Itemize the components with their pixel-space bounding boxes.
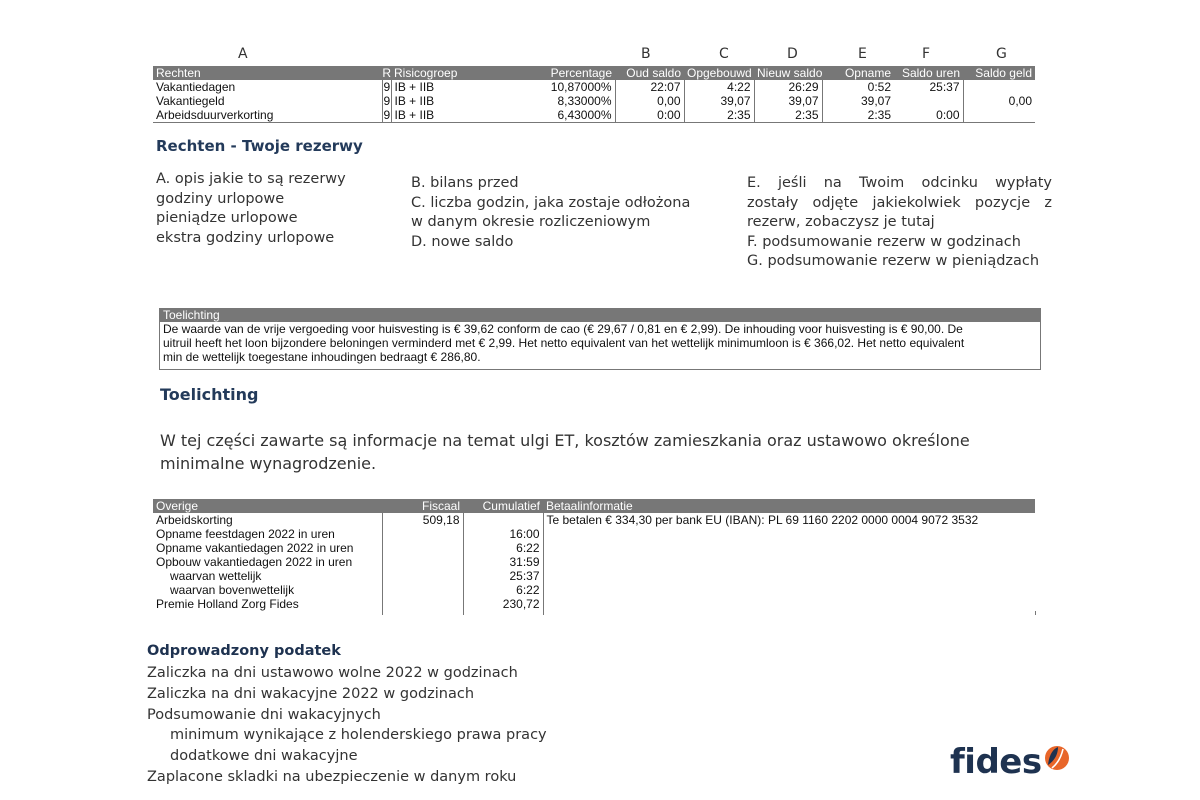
cell-nieuw-saldo: 39,07 bbox=[754, 94, 822, 108]
note-line: uitruil heeft het loon bijzondere beloningen verminderd met € 2,99. Het netto equivalent van het wettelijk minimumloon is € 366,02. Het netto equivalent bbox=[163, 336, 965, 350]
legend-line: G. podsumowanie rezerw w pieniądzach bbox=[747, 253, 1040, 270]
table-row-spacer bbox=[153, 611, 1035, 615]
summary-table bbox=[153, 499, 1036, 615]
column-letter-b: B bbox=[641, 46, 651, 62]
cell-r: 9 bbox=[383, 107, 391, 122]
cell-betaalinformatie bbox=[543, 555, 1035, 569]
cell-cumulatief: 230,72 bbox=[463, 597, 543, 611]
cell-cumulatief: 6:22 bbox=[463, 583, 543, 597]
cell-betaalinformatie bbox=[543, 527, 1035, 541]
cell-oud-saldo: 0,00 bbox=[615, 94, 684, 108]
fides-logo-mark-icon bbox=[1044, 745, 1070, 771]
column-letter-f: F bbox=[922, 46, 931, 62]
table-row bbox=[153, 583, 1035, 597]
rights-legend-col-a bbox=[156, 170, 386, 248]
cell-oud-saldo: 0:00 bbox=[615, 108, 684, 123]
legend-line: F. podsumowanie rezerw w godzinach bbox=[747, 233, 1021, 250]
cell-opname: 0:52 bbox=[822, 80, 894, 94]
header-saldo-uren: Saldo uren bbox=[894, 66, 963, 80]
cell-cumulatief: 6:22 bbox=[463, 541, 543, 555]
cell-rechten: Arbeidsduurverkorting bbox=[153, 108, 382, 123]
header-opname: Opname bbox=[822, 66, 894, 80]
cell-opname: 2:35 bbox=[822, 108, 894, 123]
cell-overige: Opbouw vakantiedagen 2022 in uren bbox=[156, 554, 353, 569]
cell-opname: 39,07 bbox=[822, 94, 894, 108]
cell-overige: Opname vakantiedagen 2022 in uren bbox=[156, 540, 354, 555]
note-line: min de wettelijk toegestane inhoudingen bedraagt € 286,80. bbox=[163, 350, 481, 364]
table-row bbox=[153, 94, 1035, 108]
cell-betaalinformatie bbox=[543, 583, 1035, 597]
header-overige: Overige bbox=[153, 499, 382, 513]
column-letter-c: C bbox=[719, 46, 729, 62]
summary-header-row bbox=[153, 499, 1035, 513]
cell-cumulatief: 16:00 bbox=[463, 527, 543, 541]
table-row bbox=[153, 108, 1035, 123]
tax-line: Podsumowanie dni wakacyjnych bbox=[147, 706, 381, 723]
explanation-text bbox=[160, 429, 970, 475]
legend-line: B. bilans przed bbox=[411, 175, 519, 191]
header-opgebouwd: Opgebouwd bbox=[684, 66, 754, 80]
header-fiscaal: Fiscaal bbox=[382, 499, 463, 513]
cell-cumulatief: 25:37 bbox=[463, 569, 543, 583]
rights-header-row bbox=[153, 66, 1035, 80]
cell-risicogroep: IB + IIB bbox=[391, 108, 543, 123]
cell-fiscaal bbox=[382, 597, 463, 611]
tax-line: Zaliczka na dni ustawowo wolne 2022 w godzinach bbox=[147, 665, 518, 681]
cell-opgebouwd: 39,07 bbox=[684, 94, 754, 108]
cell-saldo-geld: 0,00 bbox=[963, 94, 1035, 108]
header-percentage: Percentage bbox=[543, 66, 615, 80]
tax-line: dodatkowe dni wakacyjne bbox=[170, 748, 358, 765]
cell-betaalinformatie: Te betalen € 334,30 per bank EU (IBAN): PL 69 1160 2202 0000 0004 9072 3532 bbox=[543, 513, 1035, 527]
header-risicogroep: Risicogroep bbox=[391, 66, 543, 80]
cell-risicogroep: IB + IIB bbox=[391, 80, 543, 94]
cell-overige: Opname feestdagen 2022 in uren bbox=[156, 526, 335, 541]
header-nieuw-saldo: Nieuw saldo bbox=[754, 66, 822, 80]
rights-legend-col-c bbox=[747, 174, 1052, 272]
cell-fiscaal bbox=[382, 555, 463, 569]
legend-line: zostały odjęte jakiekolwiek pozycje z bbox=[747, 194, 1052, 211]
legend-line: godziny urlopowe bbox=[156, 190, 285, 207]
legend-line: w danym okresie rozliczeniowym bbox=[411, 214, 651, 231]
legend-line: D. nowe saldo bbox=[411, 233, 514, 250]
table-row bbox=[153, 541, 1035, 555]
tax-section-title: Odprowadzony podatek bbox=[147, 643, 341, 659]
cell-overige: waarvan wettelijk bbox=[170, 568, 262, 583]
fides-logo bbox=[950, 742, 1042, 782]
table-row bbox=[153, 513, 1035, 527]
cell-rechten: Vakantiedagen bbox=[156, 79, 236, 94]
note-box-header: Toelichting bbox=[160, 309, 1040, 322]
explanation-line: minimalne wynagrodzenie. bbox=[160, 454, 377, 473]
logo-text: fides bbox=[950, 742, 1042, 782]
cell-opgebouwd: 4:22 bbox=[684, 80, 754, 94]
cell-opgebouwd: 2:35 bbox=[684, 108, 754, 123]
cell-saldo-uren bbox=[894, 94, 963, 108]
cell-betaalinformatie bbox=[543, 597, 1035, 611]
column-letter-d: D bbox=[787, 46, 798, 62]
explanation-line: W tej części zawarte są informacje na temat ulgi ET, kosztów zamieszkania oraz ustawowo określone bbox=[160, 431, 970, 450]
cell-fiscaal bbox=[382, 583, 463, 597]
cell-cumulatief bbox=[463, 513, 543, 527]
table-row bbox=[153, 555, 1035, 569]
cell-percentage: 8,33000% bbox=[557, 93, 612, 108]
cell-overige: waarvan bovenwettelijk bbox=[170, 582, 295, 597]
cell-betaalinformatie bbox=[543, 541, 1035, 555]
header-rechten: Rechten bbox=[153, 66, 382, 80]
legend-line: rezerw, zobaczysz je tutaj bbox=[747, 214, 935, 231]
legend-line: C. liczba godzin, jaka zostaje odłożona bbox=[411, 194, 691, 211]
cell-nieuw-saldo: 26:29 bbox=[754, 80, 822, 94]
cell-overige: Arbeidskorting bbox=[156, 512, 233, 527]
header-oud-saldo: Oud saldo bbox=[615, 66, 684, 80]
header-r: R bbox=[382, 66, 391, 80]
cell-rechten: Vakantiegeld bbox=[156, 93, 225, 108]
cell-betaalinformatie bbox=[543, 569, 1035, 583]
cell-saldo-geld bbox=[963, 80, 1035, 94]
rights-table bbox=[153, 66, 1035, 123]
cell-r: 9 bbox=[383, 93, 391, 108]
cell-r: 9 bbox=[383, 79, 391, 94]
column-letter-g: G bbox=[996, 46, 1007, 62]
cell-cumulatief: 31:59 bbox=[463, 555, 543, 569]
column-letter-e: E bbox=[858, 46, 867, 62]
cell-saldo-uren: 25:37 bbox=[929, 79, 960, 94]
cell-percentage: 6,43000% bbox=[543, 108, 615, 123]
table-row bbox=[153, 527, 1035, 541]
rights-section-title: Rechten - Twoje rezerwy bbox=[156, 137, 363, 155]
legend-line: pieniądze urlopowe bbox=[156, 210, 298, 227]
explanation-title: Toelichting bbox=[160, 385, 259, 404]
rights-legend-col-b bbox=[411, 174, 721, 252]
cell-percentage: 10,87000% bbox=[550, 79, 612, 94]
cell-overige: Premie Holland Zorg Fides bbox=[156, 596, 299, 611]
tax-line: Zaliczka na dni wakacyjne 2022 w godzinach bbox=[147, 685, 475, 702]
note-box-body bbox=[160, 322, 1040, 364]
note-box bbox=[159, 308, 1041, 370]
table-row bbox=[153, 80, 1035, 94]
table-row bbox=[153, 597, 1035, 611]
note-line: De waarde van de vrije vergoeding voor huisvesting is € 39,62 conform de cao (€ 29,67 / 0,81 en € 2,99). De inhouding voor huisvesting is € 90,00. De bbox=[163, 322, 963, 336]
cell-saldo-uren: 0:00 bbox=[894, 108, 963, 123]
cell-fiscaal bbox=[382, 541, 463, 555]
tax-line: Zaplacone skladki na ubezpieczenie w danym roku bbox=[147, 768, 517, 785]
header-saldo-geld: Saldo geld bbox=[963, 66, 1035, 80]
cell-risicogroep: IB + IIB bbox=[391, 94, 543, 108]
header-cumulatief: Cumulatief bbox=[463, 499, 543, 513]
tax-line: minimum wynikające z holenderskiego prawa pracy bbox=[170, 727, 547, 744]
cell-oud-saldo: 22:07 bbox=[615, 80, 684, 94]
table-row bbox=[153, 569, 1035, 583]
cell-saldo-geld bbox=[963, 108, 1035, 123]
cell-fiscaal: 509,18 bbox=[382, 513, 463, 527]
legend-line: A. opis jakie to są rezerwy bbox=[156, 171, 346, 187]
tax-section-list bbox=[147, 663, 547, 788]
legend-line: ekstra godziny urlopowe bbox=[156, 229, 335, 246]
legend-line: E. jeśli na Twoim odcinku wypłaty bbox=[747, 175, 1052, 191]
header-betaalinformatie: Betaalinformatie bbox=[543, 499, 1035, 513]
cell-fiscaal bbox=[382, 527, 463, 541]
cell-fiscaal bbox=[382, 569, 463, 583]
cell-nieuw-saldo: 2:35 bbox=[754, 108, 822, 123]
column-letter-a: A bbox=[238, 46, 248, 62]
